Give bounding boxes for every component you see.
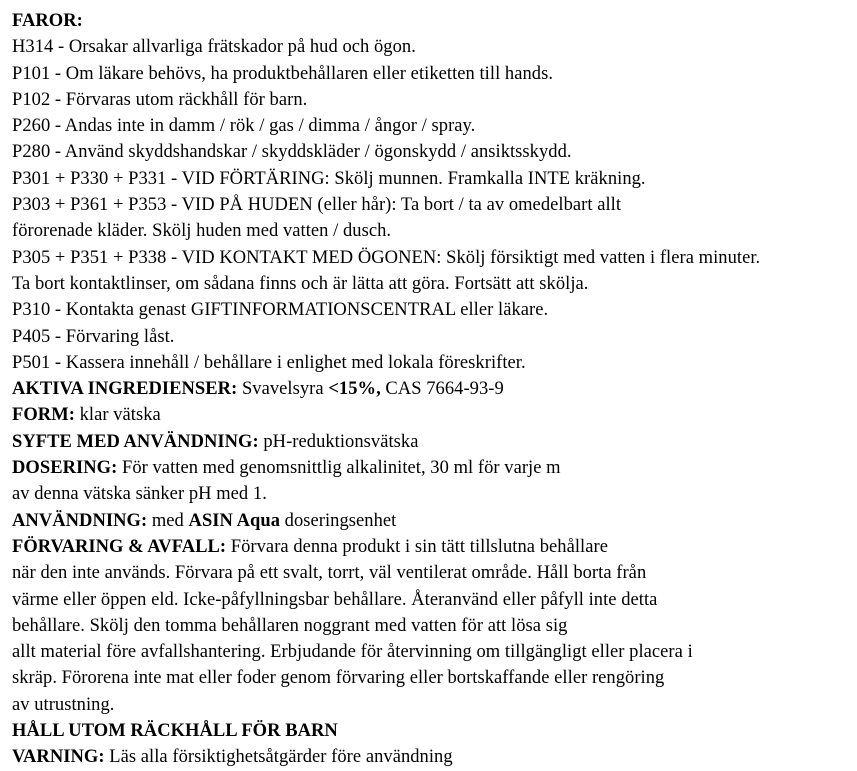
text-segment: FÖRVARING & AVFALL: [12,536,231,557]
text-segment: SYFTE MED ANVÄNDNING: [12,431,264,452]
text-line-p101: P101 - Om läkare behövs, ha produktbehållaren eller etiketten till hands. [12,63,554,84]
text-line-h314: H314 - Orsakar allvarliga frätskador på hud och ögon. [12,37,416,58]
text-line-varning [12,744,845,770]
text-segment: FORM: [12,405,80,426]
text-line-p303-a: P303 + P361 + P353 - VID PÅ HUDEN (eller hår): Ta bort / ta av omedelbart allt [12,195,622,216]
text-line-form [12,402,845,428]
text-segment: med [151,510,189,531]
text-segment: För vatten med genomsnittlig alkalinitet, 30 ml för varje m [121,458,561,479]
text-segment: pH-reduktionsvätska [263,431,419,452]
text-segment: DOSERING: [12,458,122,479]
text-segment: CAS 7664-93-9 [380,379,504,400]
text-line-p405: P405 - Förvaring låst. [12,326,175,347]
text-line-dosering-b: av denna vätska sänker pH med 1. [12,484,267,505]
text-line-forvaring-a [12,534,845,560]
text-segment: doseringsenhet [280,510,397,531]
text-segment: ASIN Aqua [188,510,280,531]
text-line-p301: P301 + P330 + P331 - VID FÖRTÄRING: Skölj munnen. Framkalla INTE kräkning. [12,168,646,189]
text-segment: klar vätska [79,405,161,426]
text-line-p310: P310 - Kontakta genast GIFTINFORMATIONSCENTRAL eller läkare. [12,300,549,321]
text-segment: VARNING: [12,747,110,768]
text-line-title: FAROR: [12,11,83,31]
text-line-forvaring-e: allt material före avfallshantering. Erbjudande för återvinning om tillgängligt eller placera i [12,642,693,663]
text-line-syfte [12,429,845,455]
text-line-forvaring-d: behållare. Skölj den tomma behållaren noggrant med vatten för att lösa sig [12,615,568,636]
text-segment: Förvara denna produkt i sin tätt tillslutna behållare [230,536,608,557]
text-line-p305-a: P305 + P351 + P338 - VID KONTAKT MED ÖGONEN: Skölj försiktigt med vatten i flera minuter. [12,247,761,268]
text-line-p501: P501 - Kassera innehåll / behållare i enlighet med lokala föreskrifter. [12,352,526,373]
text-line-forvaring-c: värme eller öppen eld. Icke-påfyllningsbar behållare. Återanvänd eller påfyll inte detta [12,589,658,610]
text-line-anvandning [12,508,845,534]
text-line-hall-utom: HÅLL UTOM RÄCKHÅLL FÖR BARN [12,721,338,742]
text-line-p280: P280 - Använd skyddshandskar / skyddskläder / ögonskydd / ansiktsskydd. [12,142,572,163]
text-segment: Svavelsyra [241,379,329,400]
text-segment: AKTIVA INGREDIENSER: [12,379,242,400]
text-line-forvaring-b: när den inte används. Förvara på ett svalt, torrt, väl ventilerat område. Håll borta från [12,563,647,584]
text-line-forvaring-f: skräp. Förorena inte mat eller foder genom förvaring eller bortskaffande eller rengöring [12,668,665,689]
text-segment: Läs alla försiktighetsåtgärder före användning [109,747,453,768]
text-line-p260: P260 - Andas inte in damm / rök / gas / dimma / ångor / spray. [12,116,476,137]
text-line-dosering-a [12,455,845,481]
text-line-p102: P102 - Förvaras utom räckhåll för barn. [12,89,308,110]
text-segment: <15%, [328,379,381,400]
text-line-p305-b: Ta bort kontaktlinser, om sådana finns och är lätta att göra. Fortsätt att skölja. [12,273,589,294]
text-line-forvaring-g: av utrustning. [12,694,115,715]
text-line-aktiva-ingredienser [12,376,845,402]
text-line-p303-b: förorenade kläder. Skölj huden med vatten / dusch. [12,221,392,242]
text-segment: ANVÄNDNING: [12,510,152,531]
